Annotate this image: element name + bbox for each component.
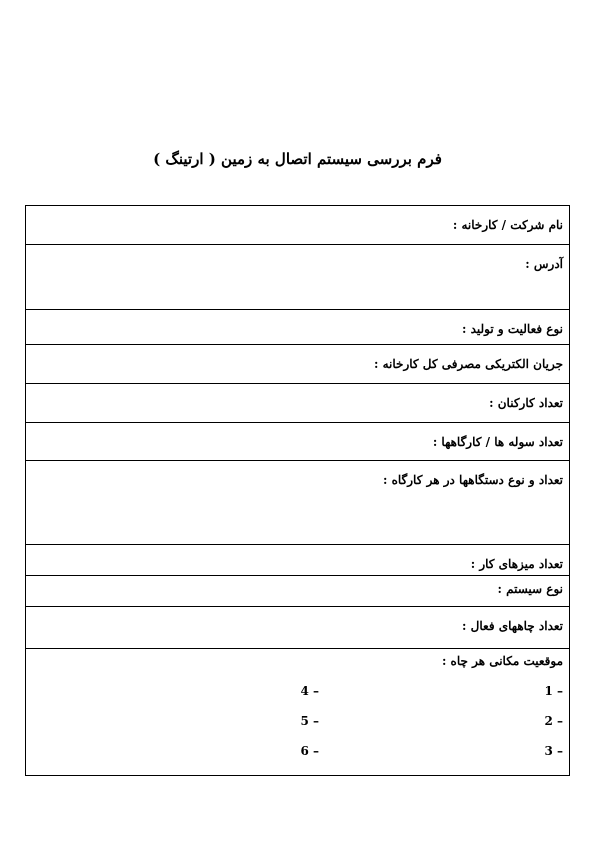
well-location-5[interactable]: 5 – [300,714,319,728]
field-employee-count[interactable] [26,384,569,423]
field-label: تعداد میزهای کار : [470,557,563,571]
field-workshop-count[interactable] [26,423,569,461]
field-label: نوع فعالیت و تولید : [462,322,563,336]
field-label: تعداد چاههای فعال : [462,619,563,633]
field-label: آدرس : [525,257,563,271]
field-label: نام شرکت / کارخانه : [452,218,563,232]
well-location-4[interactable]: 4 – [300,684,319,698]
field-system-type[interactable] [26,576,569,607]
field-label: نوع سیستم : [497,582,563,596]
well-location-2[interactable]: 2 – [544,714,563,728]
field-label: موقعیت مکانی هر چاه : [441,654,563,668]
field-label: تعداد و نوع دستگاهها در هر کارگاه : [383,473,563,487]
field-label: جریان الکتریکی مصرفی کل کارخانه : [374,357,563,371]
form-table [25,205,570,776]
field-workbench-count[interactable] [26,545,569,576]
form-title: فرم بررسی سیستم اتصال به زمین ( ارتینگ ) [153,150,442,168]
field-label: تعداد کارکنان : [489,396,563,410]
field-devices-per-workshop[interactable] [26,461,569,545]
field-activity-type[interactable] [26,310,569,345]
well-location-6[interactable]: 6 – [300,744,319,758]
well-location-1[interactable]: 1 – [544,684,563,698]
field-address[interactable] [26,245,569,310]
field-total-current[interactable] [26,345,569,384]
field-well-locations [26,649,569,777]
field-company-name[interactable] [26,206,569,245]
field-active-wells[interactable] [26,607,569,649]
field-label: تعداد سوله ها / کارگاهها : [432,435,563,449]
well-location-3[interactable]: 3 – [544,744,563,758]
